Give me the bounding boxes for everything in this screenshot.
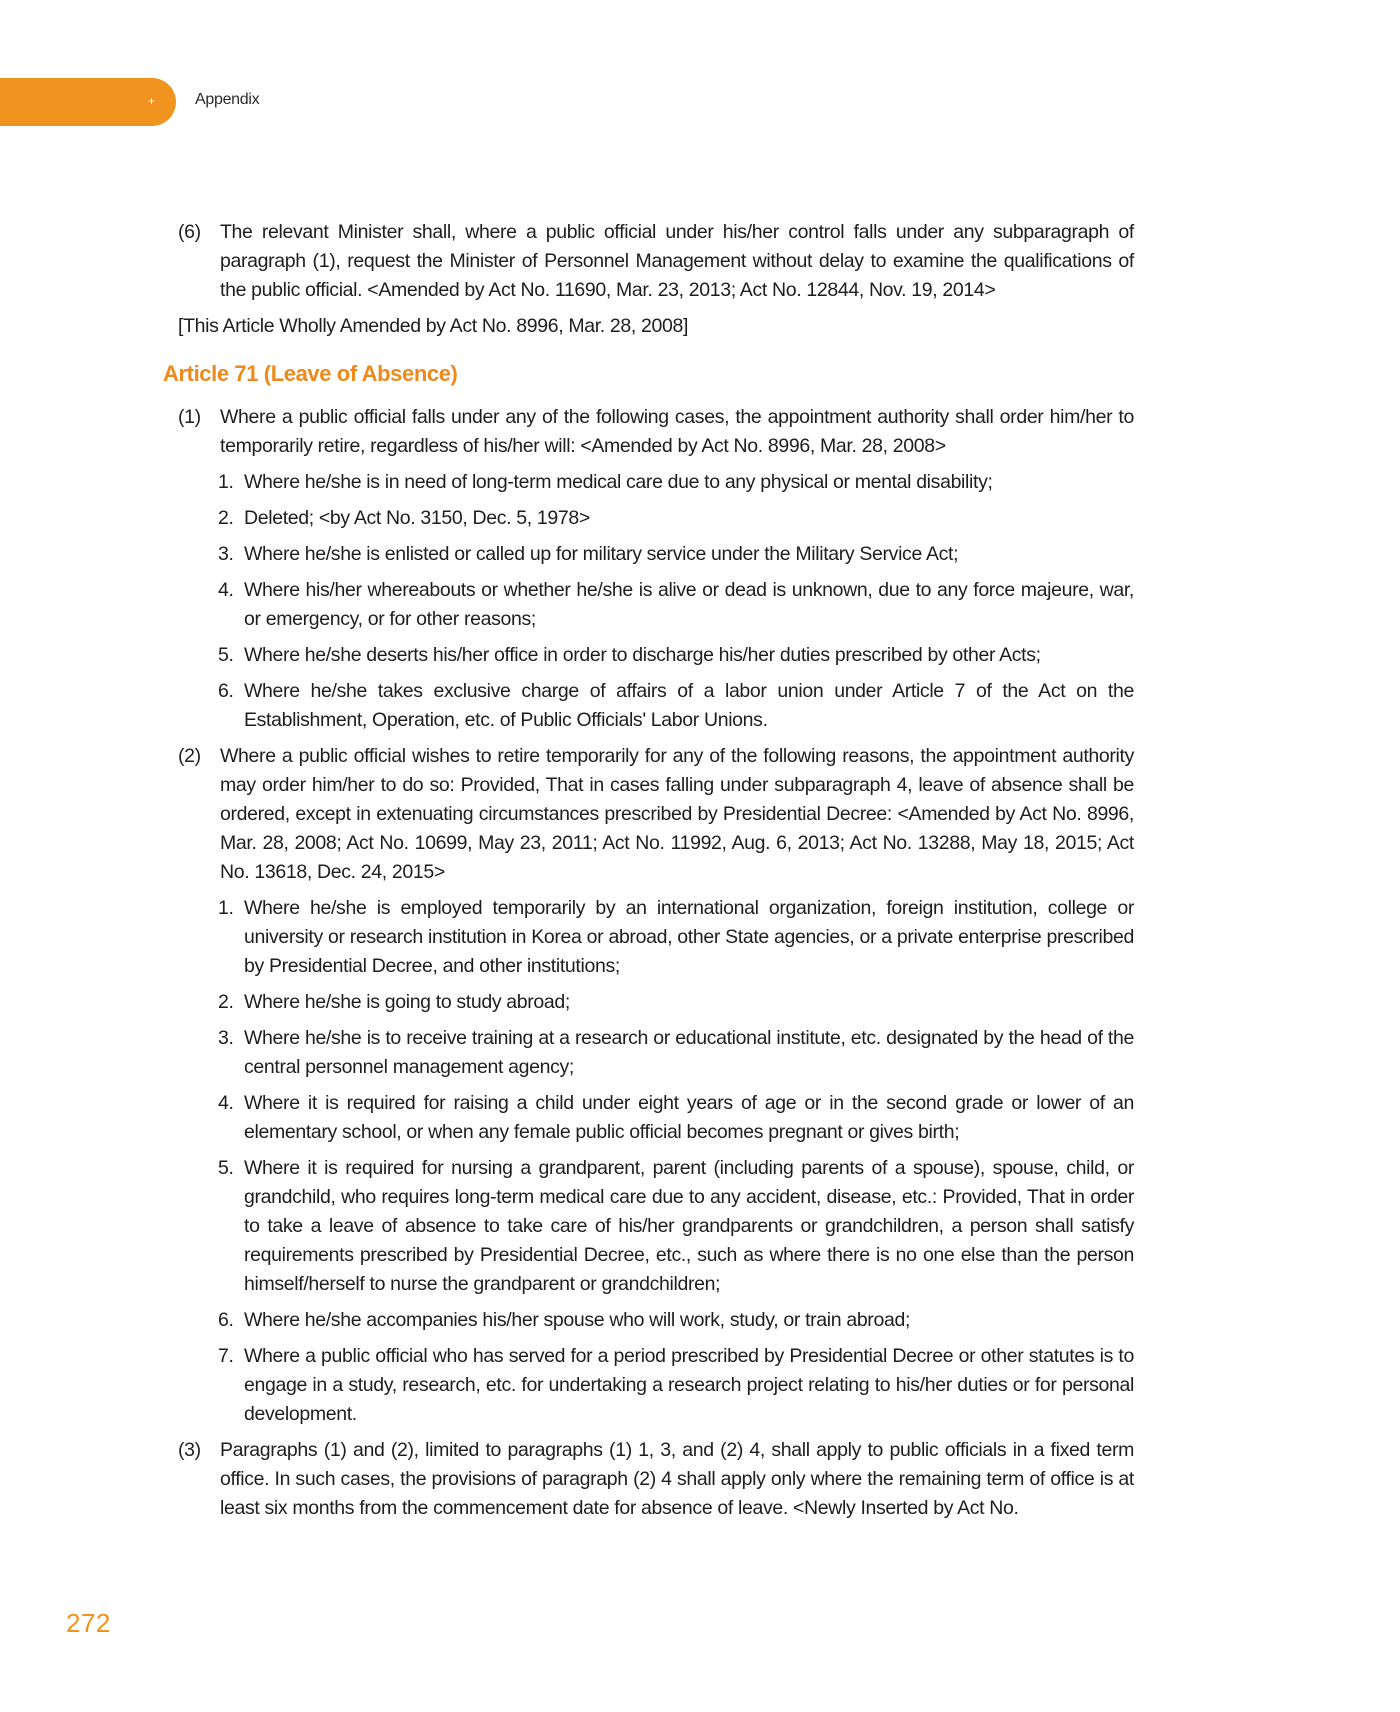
- subparagraph: [194, 576, 1134, 634]
- subparagraph-text: Where he/she takes exclusive charge of affairs of a labor union under Article 7 of the Act on the Establishment, Operation, etc. of Public Officials' Labor Unions.: [244, 680, 1134, 731]
- paragraph-6: [178, 218, 1134, 305]
- subparagraph-number: 1.: [218, 897, 234, 919]
- subparagraph-number: 7.: [218, 1345, 234, 1367]
- paragraph-number: (2): [178, 745, 201, 767]
- subparagraph-number: 5.: [218, 1157, 234, 1179]
- paragraph-1: [178, 403, 1134, 461]
- subparagraph-text: Where it is required for nursing a grandparent, parent (including parents of a spouse), spouse, child, or grandchild, who requires long-term medical care due to any accident, disease, etc.: Provided, That in order to take a leave of absence to take care of his/her grandparents or grandchildren, a person shall satisfy requirements prescribed by Presidential Decree, etc., such as where there is no one else than the person himself/herself to nurse the grandparent or grandchildren;: [244, 1157, 1134, 1295]
- subparagraph-number: 6.: [218, 1309, 234, 1331]
- subparagraph-number: 6.: [218, 680, 234, 702]
- subparagraph-text: Where his/her whereabouts or whether he/she is alive or dead is unknown, due to any force majeure, war, or emergency, or for other reasons;: [244, 579, 1134, 630]
- subparagraph-text: Deleted; <by Act No. 3150, Dec. 5, 1978>: [244, 507, 590, 529]
- subparagraph-number: 2.: [218, 991, 234, 1013]
- subparagraph: [194, 641, 1134, 670]
- subparagraph: [194, 677, 1134, 735]
- paragraph-2: [178, 742, 1134, 887]
- subparagraph-text: Where a public official who has served for a period prescribed by Presidential Decree or other statutes is to engage in a study, research, etc. for undertaking a research project relating to his/her duties or for personal development.: [244, 1345, 1134, 1425]
- subparagraph: [194, 894, 1134, 981]
- paragraph-3: [178, 1436, 1134, 1523]
- subparagraph-text: Where he/she is going to study abroad;: [244, 991, 570, 1013]
- subparagraph: [194, 1342, 1134, 1429]
- subparagraph-text: Where he/she deserts his/her office in order to discharge his/her duties prescribed by other Acts;: [244, 644, 1041, 666]
- subparagraph: [194, 540, 1134, 569]
- paragraph-number: (6): [178, 221, 201, 243]
- subparagraph-number: 3.: [218, 543, 234, 565]
- subparagraph: [194, 1154, 1134, 1299]
- page-number: 272: [66, 1608, 111, 1638]
- subparagraph-number: 2.: [218, 507, 234, 529]
- document-body: [163, 218, 1134, 1530]
- paragraph-text: The relevant Minister shall, where a public official under his/her control falls under any subparagraph of paragraph (1), request the Minister of Personnel Management without delay to examine the qualifications of the public official. <Amended by Act No. 11690, Mar. 23, 2013; Act No. 12844, Nov. 19, 2014>: [220, 221, 1134, 301]
- article-heading: Article 71 (Leave of Absence): [163, 361, 458, 386]
- subparagraph-number: 4.: [218, 579, 234, 601]
- subparagraph-text: Where it is required for raising a child under eight years of age or in the second grade or lower of an elementary school, or when any female public official becomes pregnant or gives birth;: [244, 1092, 1134, 1143]
- subparagraph-text: Where he/she is in need of long-term medical care due to any physical or mental disability;: [244, 471, 993, 493]
- subparagraph-number: 3.: [218, 1027, 234, 1049]
- subparagraph: [194, 1089, 1134, 1147]
- subparagraph-text: Where he/she is enlisted or called up for military service under the Military Service Act;: [244, 543, 959, 565]
- subparagraph: [194, 988, 1134, 1017]
- section-label: Appendix: [195, 91, 260, 108]
- subparagraph-number: 4.: [218, 1092, 234, 1114]
- subparagraph-text: Where he/she is employed temporarily by an international organization, foreign institution, college or university or research institution in Korea or abroad, other State agencies, or a private enterprise prescribed by Presidential Decree, and other institutions;: [244, 897, 1134, 977]
- paragraph-text: Where a public official wishes to retire temporarily for any of the following reasons, the appointment authority may order him/her to do so: Provided, That in cases falling under subparagraph 4, leave of absence shall be ordered, except in extenuating circumstances prescribed by Presidential Decree: <Amended by Act No. 8996, Mar. 28, 2008; Act No. 10699, May 23, 2011; Act No. 11992, Aug. 6, 2013; Act No. 13288, May 18, 2015; Act No. 13618, Dec. 24, 2015>: [220, 745, 1134, 883]
- subparagraph-text: Where he/she is to receive training at a research or educational institute, etc. designated by the head of the central personnel management agency;: [244, 1027, 1134, 1078]
- subparagraph: [194, 468, 1134, 497]
- subparagraph-number: 1.: [218, 471, 234, 493]
- amendment-note: [This Article Wholly Amended by Act No. 8996, Mar. 28, 2008]: [178, 315, 689, 337]
- paragraph-number: (1): [178, 406, 201, 428]
- subparagraph-number: 5.: [218, 644, 234, 666]
- subparagraph: [194, 504, 1134, 533]
- plus-icon: +: [148, 94, 156, 108]
- paragraph-text: Paragraphs (1) and (2), limited to paragraphs (1) 1, 3, and (2) 4, shall apply to public officials in a fixed term office. In such cases, the provisions of paragraph (2) 4 shall apply only where the remaining term of office is at least six months from the commencement date for absence of leave. <Newly Inserted by Act No.: [220, 1439, 1134, 1519]
- paragraph-text: Where a public official falls under any of the following cases, the appointment authority shall order him/her to temporarily retire, regardless of his/her will: <Amended by Act No. 8996, Mar. 28, 2008>: [220, 406, 1134, 457]
- subparagraph: [194, 1306, 1134, 1335]
- subparagraph-text: Where he/she accompanies his/her spouse who will work, study, or train abroad;: [244, 1309, 911, 1331]
- subparagraph: [194, 1024, 1134, 1082]
- paragraph-number: (3): [178, 1439, 201, 1461]
